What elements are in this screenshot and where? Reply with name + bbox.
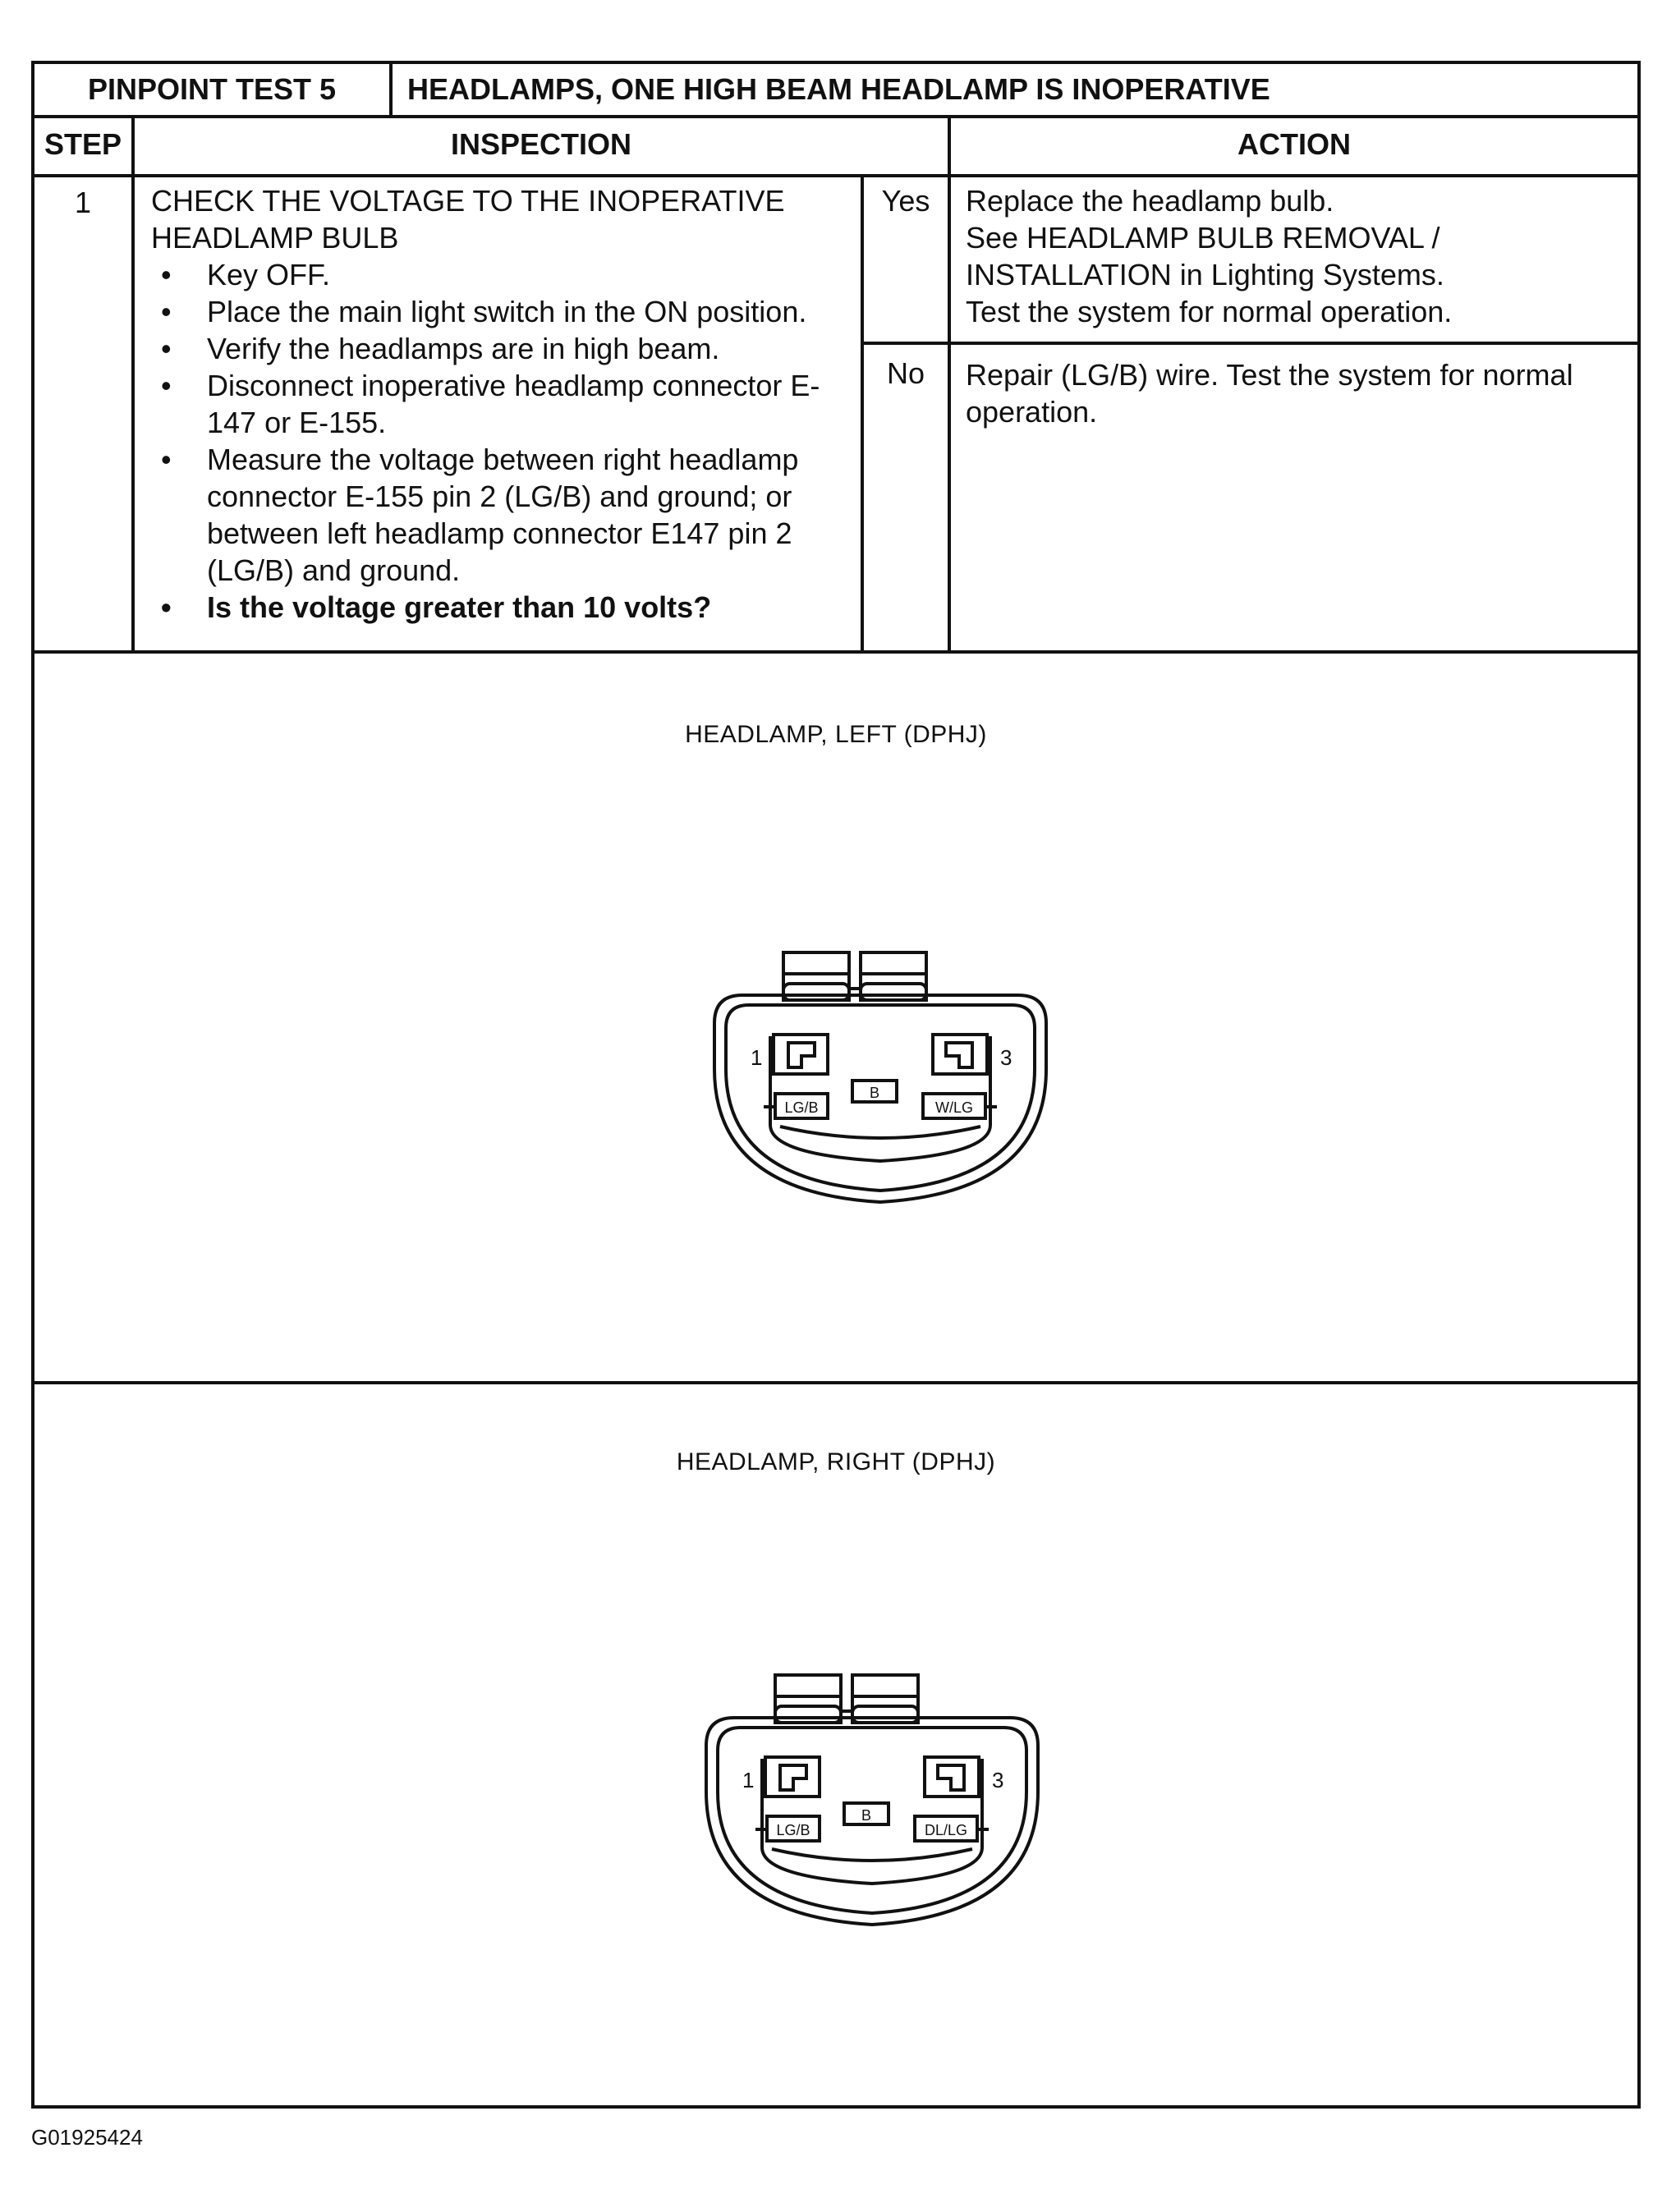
inspection-heading-line2: HEADLAMP BULB bbox=[151, 221, 399, 255]
inspection-question: • Is the voltage greater than 10 volts? bbox=[161, 590, 712, 624]
left-connector-diagram bbox=[700, 946, 1061, 1217]
inspection-step: • Disconnect inoperative headlamp connector E-147 or E-155. bbox=[161, 369, 820, 439]
inspection-cell bbox=[135, 174, 864, 650]
right-pin-3-label: 3 bbox=[992, 1768, 1004, 1792]
bullet-icon: • bbox=[161, 443, 172, 476]
yes-no-column bbox=[864, 174, 951, 650]
title-row bbox=[34, 64, 1637, 118]
no-label: No bbox=[886, 356, 925, 390]
test-number: PINPOINT TEST 5 bbox=[34, 64, 393, 115]
left-wire-1-label: LG/B bbox=[784, 1099, 819, 1116]
right-wire-center-label: B bbox=[861, 1807, 872, 1824]
bullet-icon: • bbox=[161, 258, 172, 291]
left-pin-1-label: 1 bbox=[751, 1045, 763, 1070]
step-number: 1 bbox=[34, 174, 135, 650]
step-row bbox=[34, 174, 1637, 654]
right-wire-3-label: DL/LG bbox=[924, 1822, 968, 1838]
inspection-header: INSPECTION bbox=[135, 115, 951, 174]
action-divider bbox=[951, 342, 1637, 345]
inspection-step: • Measure the voltage between right headlamp connector E-155 pin 2 (LG/B) and ground; or between left headlamp connector E147 pin 2 (LG/B) and ground. bbox=[161, 443, 799, 587]
yes-action: Replace the headlamp bulb. See HEADLAMP BULB REMOVAL / INSTALLATION in Lighting Systems. Test the system for normal operation. bbox=[966, 184, 1453, 328]
yes-label: Yes bbox=[881, 184, 930, 218]
action-cell bbox=[951, 174, 1637, 650]
pinpoint-test-table bbox=[31, 61, 1641, 2109]
test-title: HEADLAMPS, ONE HIGH BEAM HEADLAMP IS INOPERATIVE bbox=[407, 72, 1270, 106]
right-connector-diagram bbox=[691, 1668, 1053, 1939]
right-pin-1-label: 1 bbox=[742, 1768, 755, 1792]
header-row bbox=[34, 115, 1637, 177]
bullet-icon: • bbox=[161, 590, 172, 624]
left-headlamp-section bbox=[34, 650, 1637, 1384]
inspection-step: • Place the main light switch in the ON position. bbox=[161, 295, 807, 328]
inspection-heading-line1: CHECK THE VOLTAGE TO THE INOPERATIVE bbox=[151, 184, 785, 218]
left-pin-3-label: 3 bbox=[1000, 1045, 1012, 1070]
right-headlamp-section bbox=[34, 1381, 1637, 2105]
right-wire-1-label: LG/B bbox=[776, 1822, 810, 1838]
left-wire-3-label: W/LG bbox=[934, 1099, 974, 1116]
bullet-icon: • bbox=[161, 295, 172, 328]
yes-no-divider bbox=[864, 342, 948, 345]
no-action: Repair (LG/B) wire. Test the system for normal operation. bbox=[966, 358, 1573, 429]
bullet-icon: • bbox=[161, 332, 172, 365]
bullet-icon: • bbox=[161, 369, 172, 402]
inspection-steps bbox=[151, 256, 852, 626]
step-header: STEP bbox=[34, 115, 135, 174]
figure-id: G01925424 bbox=[31, 2125, 143, 2150]
inspection-step: • Verify the headlamps are in high beam. bbox=[161, 332, 720, 365]
left-wire-center-label: B bbox=[869, 1085, 880, 1101]
inspection-step: • Key OFF. bbox=[161, 258, 331, 291]
action-header: ACTION bbox=[1237, 127, 1351, 161]
right-headlamp-caption: HEADLAMP, RIGHT (DPHJ) bbox=[676, 1448, 996, 1475]
left-headlamp-caption: HEADLAMP, LEFT (DPHJ) bbox=[685, 721, 987, 748]
